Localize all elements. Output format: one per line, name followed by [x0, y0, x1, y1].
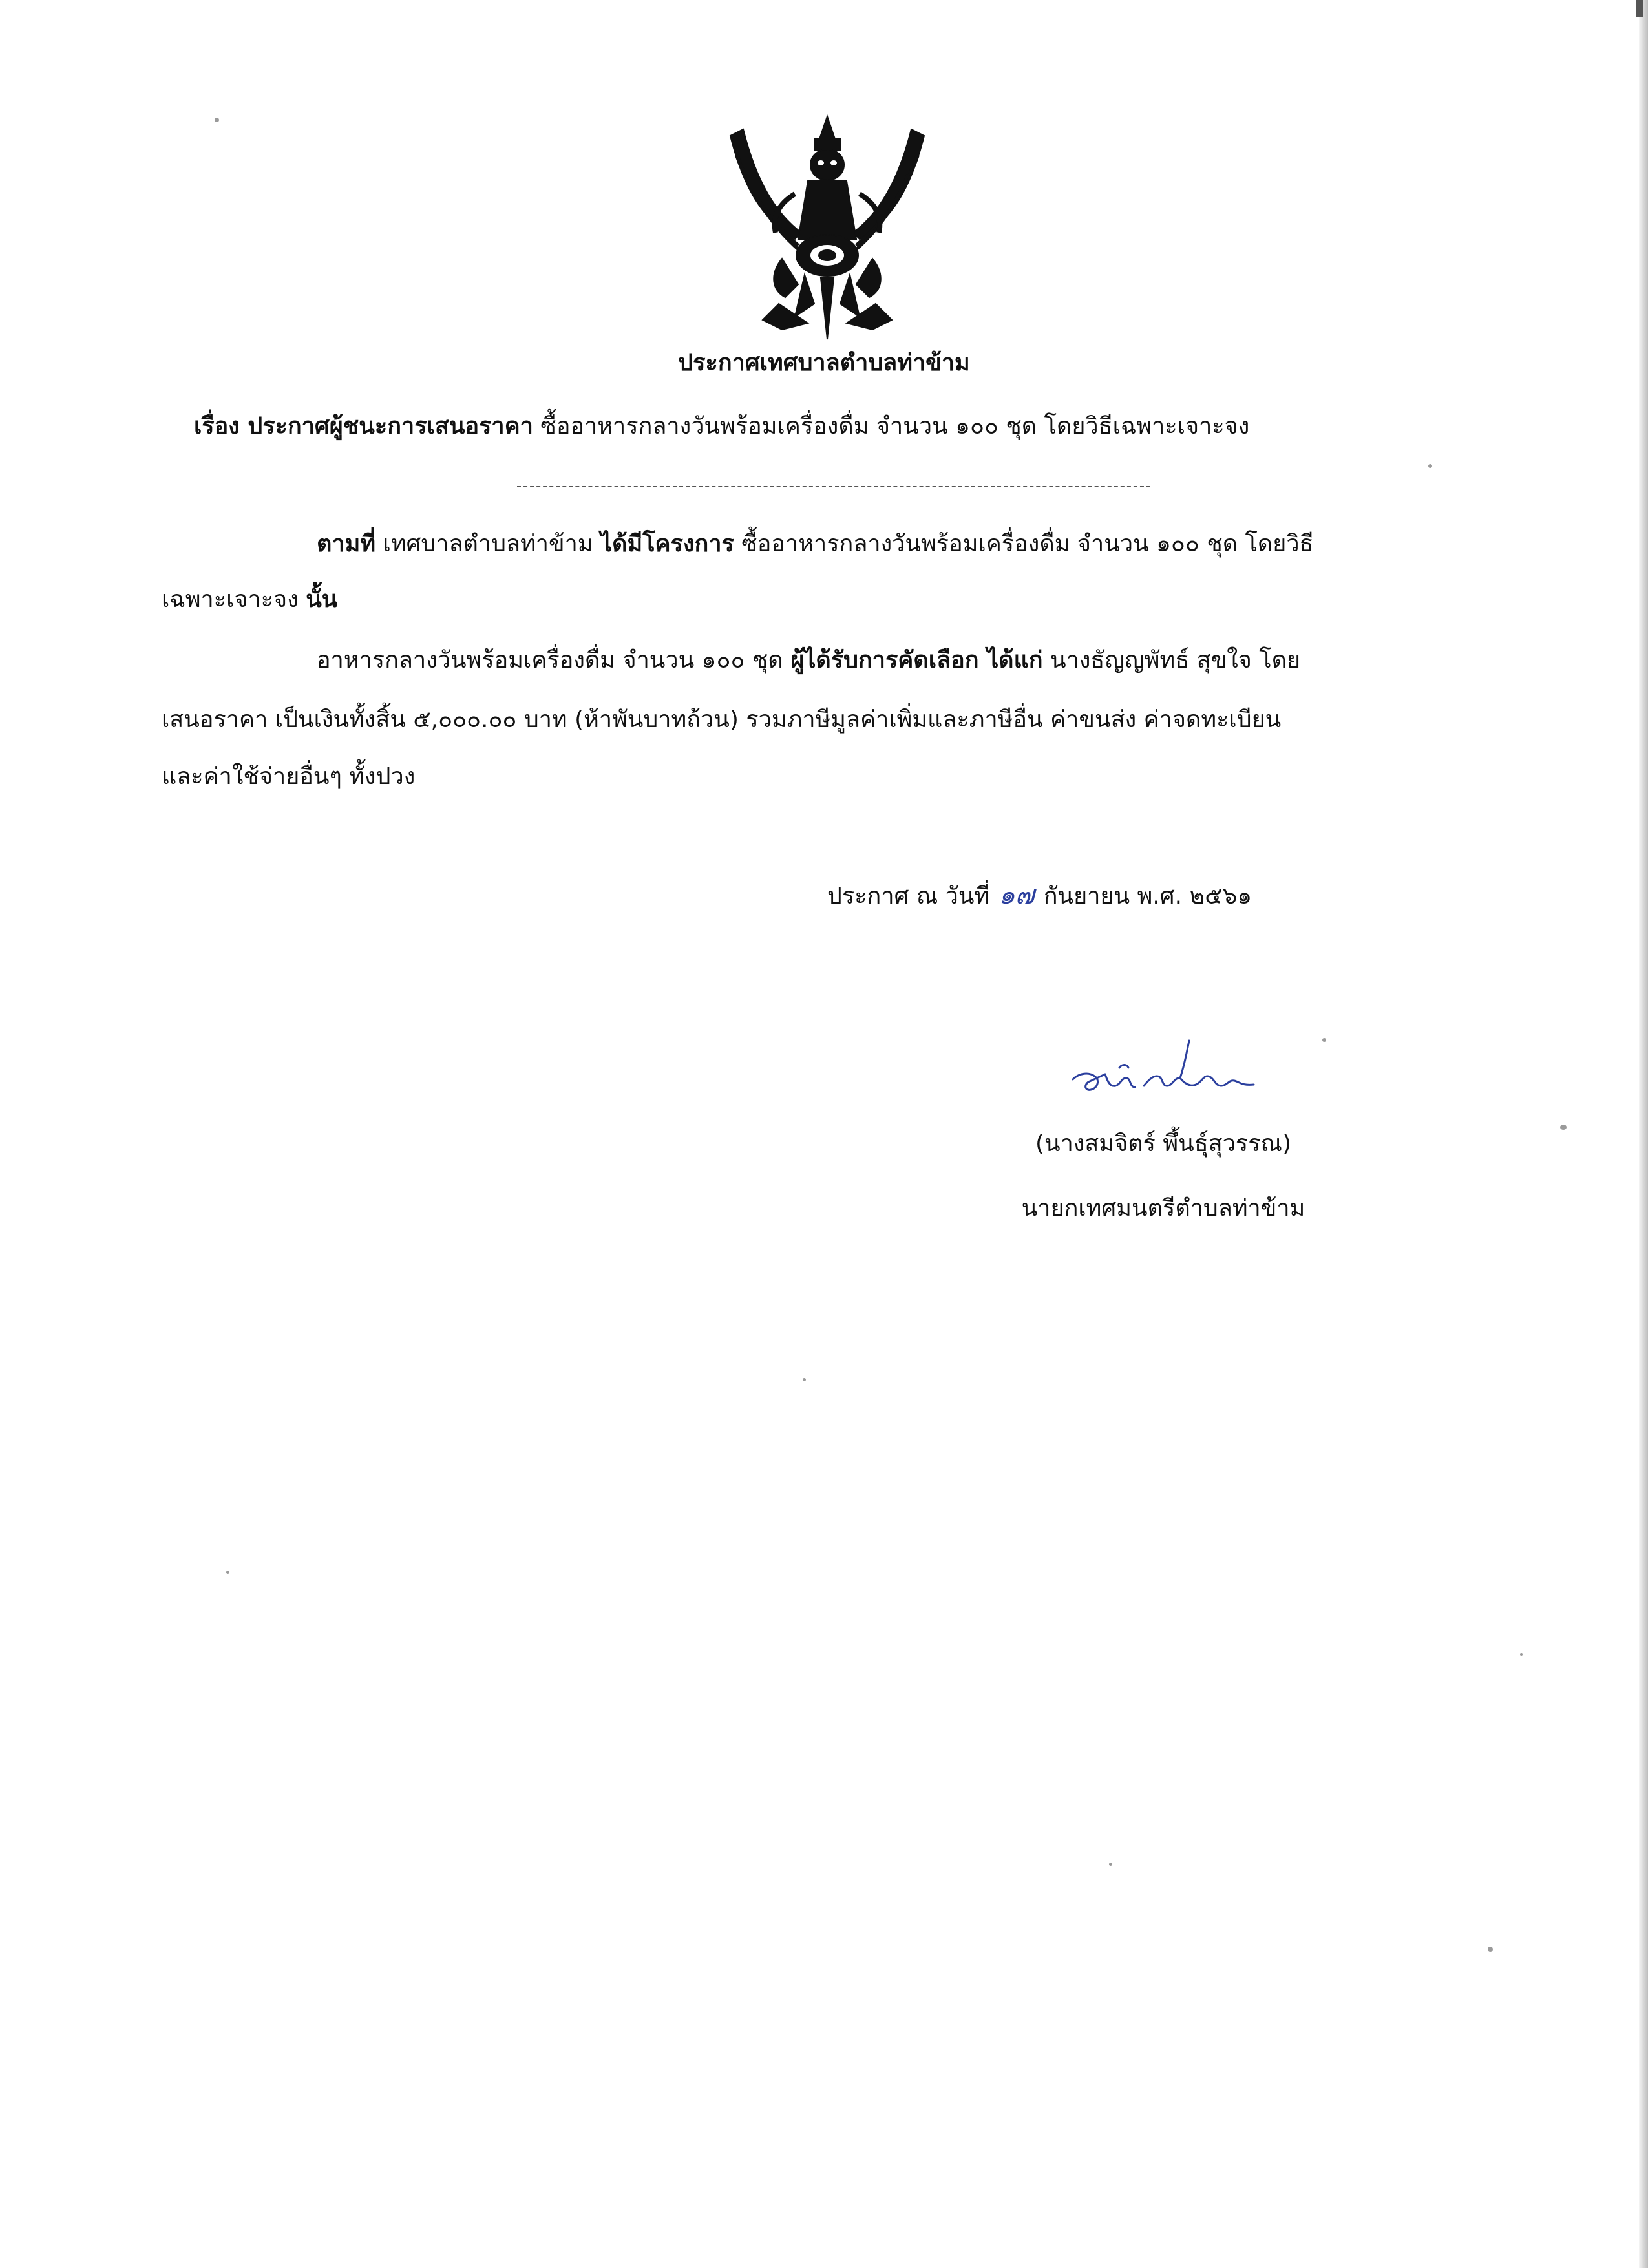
body-line-1	[317, 530, 1314, 558]
body-line-2	[162, 586, 337, 614]
paragraph-2-selected-label: ผู้ได้รับการคัดเลือก ได้แก่	[790, 647, 1043, 673]
scan-speck	[803, 1378, 806, 1381]
announcement-title: ประกาศเทศบาลตำบลท่าข้าม	[678, 350, 970, 376]
subject-text: ซื้ออาหารกลางวันพร้อมเครื่องดื่ม จำนวน ๑๐๐ ชุด โดยวิธีเฉพาะเจาะจง	[540, 413, 1250, 440]
paragraph-1-project-label: ได้มีโครงการ	[600, 531, 734, 557]
scan-speck	[1109, 1863, 1112, 1866]
body-line-3	[317, 646, 1300, 675]
announcement-date	[827, 881, 1252, 911]
scan-speck	[1520, 1653, 1523, 1656]
signer-name: (นางสมจิตร์ พึ้นธุ์สุวรรณ)	[1035, 1130, 1292, 1157]
scan-speck	[1488, 1947, 1493, 1952]
garuda-emblem	[717, 110, 937, 343]
scan-speck	[1428, 464, 1432, 468]
body-line-5: และค่าใช้จ่ายอื่นๆ ทั้งปวง	[162, 763, 416, 790]
announcement-subject	[194, 412, 1474, 441]
paragraph-1-cont: เฉพาะเจาะจง	[162, 586, 299, 613]
paragraph-2-amount: ๕,๐๐๐.๐๐ บาท (ห้าพันบาทถ้วน) รวมภาษีมูลค่าเพิ่มและภาษีอื่น ค่าขนส่ง ค่าจดทะเบียน	[413, 706, 1282, 733]
paragraph-2-item: อาหารกลางวันพร้อมเครื่องดื่ม จำนวน ๑๐๐ ชุด	[317, 647, 783, 673]
signer-title: นายกเทศมนตรีตำบลท่าข้าม	[1021, 1195, 1305, 1222]
handwritten-day: ๑๗	[998, 880, 1035, 910]
date-prefix: ประกาศ ณ วันที่	[827, 883, 990, 909]
scan-page-edge	[1639, 0, 1648, 2268]
dashed-divider	[517, 486, 1150, 487]
paragraph-1-end: นั้น	[306, 586, 338, 613]
paragraph-1-org: เทศบาลตำบลท่าข้าม	[383, 531, 593, 557]
date-rest: กันยายน พ.ศ. ๒๕๖๑	[1043, 883, 1252, 909]
subject-label: เรื่อง ประกาศผู้ชนะการเสนอราคา	[194, 413, 533, 440]
paragraph-1-project: ซื้ออาหารกลางวันพร้อมเครื่องดื่ม จำนวน ๑๐๐ ชุด โดยวิธี	[741, 531, 1314, 557]
scan-speck	[226, 1571, 229, 1574]
body-line-4	[162, 706, 1281, 734]
paragraph-2-price-label: เสนอราคา เป็นเงินทั้งสิ้น	[162, 706, 406, 733]
scan-speck	[215, 118, 219, 122]
scan-mark	[1636, 0, 1643, 17]
scan-speck	[1322, 1038, 1326, 1042]
handwritten-signature	[1060, 1034, 1273, 1112]
scan-speck	[1560, 1125, 1567, 1130]
paragraph-2-vendor: นางธัญญพัทธ์ สุขใจ โดย	[1050, 647, 1301, 673]
paragraph-1-lead: ตามที่	[317, 531, 376, 557]
